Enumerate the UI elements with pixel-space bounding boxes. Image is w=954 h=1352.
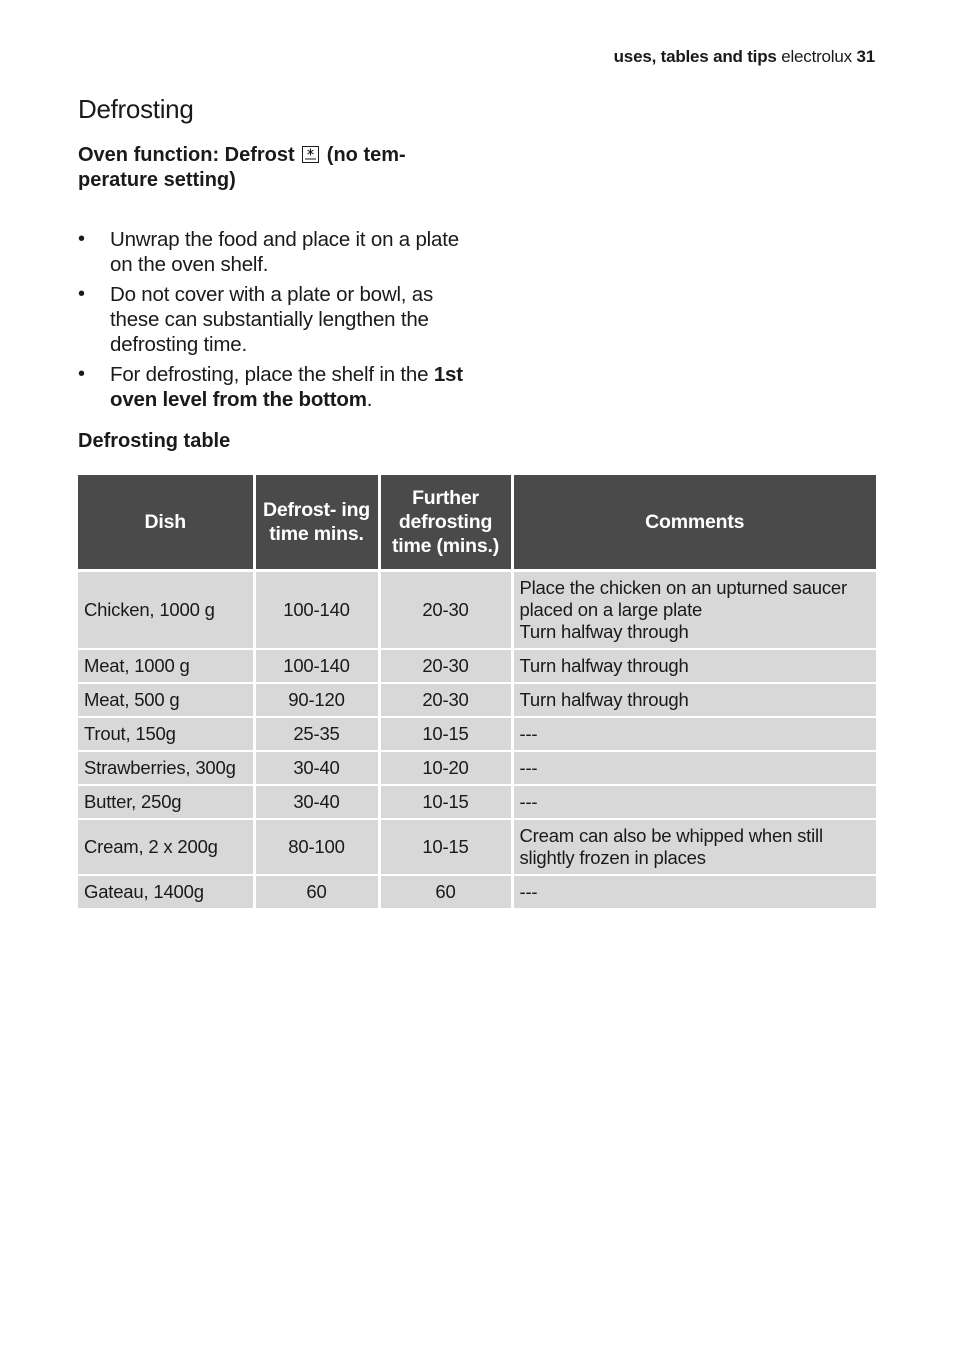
- table-row: [78, 819, 876, 875]
- list-item: • For defrosting, place the shelf in the 1st oven level from the bottom.: [78, 362, 478, 412]
- cell-defrost: 100-140: [254, 571, 379, 650]
- cell-defrost: 100-140: [254, 649, 379, 683]
- running-header: [614, 47, 875, 67]
- cell-further: 20-30: [379, 649, 512, 683]
- cell-comment: Turn halfway through: [512, 649, 876, 683]
- cell-defrost: 90-120: [254, 683, 379, 717]
- header-section: uses, tables and tips: [613, 47, 777, 66]
- cell-comment: ---: [512, 875, 876, 909]
- cell-comment: ---: [512, 751, 876, 785]
- cell-further: 10-15: [379, 785, 512, 819]
- cell-dish: Chicken, 1000 g: [78, 571, 254, 650]
- cell-further: 10-15: [379, 819, 512, 875]
- table-row: [78, 571, 876, 650]
- instruction-list: [78, 227, 478, 417]
- cell-comment: Turn halfway through: [512, 683, 876, 717]
- table-row: [78, 649, 876, 683]
- page-number: 31: [856, 47, 875, 66]
- header-dish: Dish: [78, 475, 254, 571]
- list-item: • Unwrap the food and place it on a plate on the oven shelf.: [78, 227, 478, 277]
- cell-defrost: 25-35: [254, 717, 379, 751]
- cell-comment: Cream can also be whipped when still slightly frozen in places: [512, 819, 876, 875]
- cell-dish: Meat, 1000 g: [78, 649, 254, 683]
- oven-function-prefix: Oven function: Defrost: [78, 144, 295, 166]
- section-title: Defrosting: [78, 94, 194, 124]
- oven-function-heading: [78, 143, 478, 193]
- cell-further: 10-15: [379, 717, 512, 751]
- cell-dish: Butter, 250g: [78, 785, 254, 819]
- header-further-time: Further defrosting time (mins.): [379, 475, 512, 571]
- cell-dish: Cream, 2 x 200g: [78, 819, 254, 875]
- cell-further: 60: [379, 875, 512, 909]
- header-brand: electrolux: [781, 47, 852, 66]
- cell-comment: ---: [512, 785, 876, 819]
- cell-further: 20-30: [379, 571, 512, 650]
- list-item: • Do not cover with a plate or bowl, as these can substantially lengthen the defrosting time.: [78, 282, 478, 357]
- cell-further: 20-30: [379, 683, 512, 717]
- header-defrost-time: Defrost- ing time mins.: [254, 475, 379, 571]
- defrost-symbol-icon: [302, 146, 319, 163]
- cell-dish: Strawberries, 300g: [78, 751, 254, 785]
- table-title: Defrosting table: [78, 430, 231, 452]
- cell-dish: Trout, 150g: [78, 717, 254, 751]
- table-row: [78, 683, 876, 717]
- table-row: [78, 717, 876, 751]
- cell-further: 10-20: [379, 751, 512, 785]
- table-row: [78, 751, 876, 785]
- defrosting-table: [78, 475, 876, 910]
- cell-defrost: 80-100: [254, 819, 379, 875]
- oven-function-suffix: (no tem- perature setting): [78, 144, 406, 191]
- cell-dish: Gateau, 1400g: [78, 875, 254, 909]
- table-header-row: [78, 475, 876, 571]
- cell-defrost: 60: [254, 875, 379, 909]
- cell-comment: ---: [512, 717, 876, 751]
- table-row: [78, 875, 876, 909]
- cell-comment: Place the chicken on an upturned saucer placed on a large plate Turn halfway through: [512, 571, 876, 650]
- cell-defrost: 30-40: [254, 751, 379, 785]
- table-row: [78, 785, 876, 819]
- cell-dish: Meat, 500 g: [78, 683, 254, 717]
- header-comments: Comments: [512, 475, 876, 571]
- cell-defrost: 30-40: [254, 785, 379, 819]
